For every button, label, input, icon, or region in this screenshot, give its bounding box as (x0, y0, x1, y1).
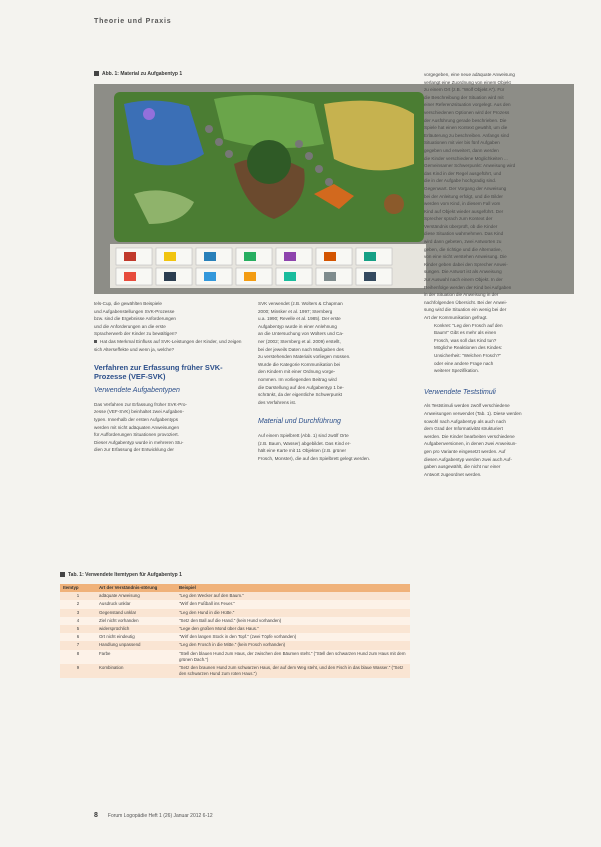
text-line: geben, die richtige und die Alternative, (424, 246, 502, 252)
text-line: sowohl nach Aufgabentyp als auch nach (424, 418, 506, 424)
page-number: 8 (94, 812, 98, 819)
text-line: werden mit nicht adäquaten Anweisungen (94, 424, 180, 430)
text-line: zur Auswahl nach einem Objekt. In der (424, 277, 503, 283)
text-line: zu verstehenden Materials vorliegen müssen. (258, 354, 351, 360)
text-line: hält eine Karte mit 11 Objekten (z.B. grüner (258, 448, 347, 454)
text-line: tels-Cup, die gewählten Beispiele (94, 301, 162, 306)
text-line: Kinder geben dabei den Sprecher Anwei- (424, 261, 508, 267)
example-quote (424, 322, 574, 375)
table-header-row (60, 584, 410, 592)
table-cell: "Wirf den Fußball ins Feuer." (176, 600, 410, 608)
text-line: sungen. Die Antwort ist als Anweisung (424, 269, 502, 275)
text-line: sung wird die Situation ein wenig bei der (424, 307, 507, 313)
table-cell: "Setz den Ball auf die Hand." (kein Hund vorhanden) (176, 617, 410, 625)
text-line: diesen Aufgabentyp werden zwei auch Auf- (424, 456, 512, 462)
game-board-illustration (94, 84, 434, 294)
table-row (60, 641, 410, 649)
text-line: und die Anforderungen an die erste (94, 323, 166, 329)
text-line: wird dann gebeten, zwei Antworten zu (424, 239, 502, 245)
text-line: werden. Die Kinder bearbeiten verschiedene (424, 433, 515, 439)
table-cell: Ausdruck unklar (96, 600, 176, 608)
table-cell: Handlung unpassend (96, 641, 176, 649)
column-1 (94, 300, 242, 454)
figure-caption (94, 71, 182, 77)
quote-line: oder eine andere Frage nach (434, 360, 494, 366)
text-line: des Verfahrens ist. (258, 399, 297, 405)
text-line: nommen. Im vorliegenden Beitrag wird (258, 376, 337, 382)
table-cell: 4 (60, 617, 96, 625)
square-bullet-icon (60, 572, 65, 577)
table-cell: "Lege den großen Mond über das Haus." (176, 625, 410, 633)
table-cell: "Leg den Hund in die Hütte." (176, 609, 410, 617)
quote-line: Konkret: "Leg den Frosch auf den (434, 322, 503, 328)
table-cell: Farbe (96, 650, 176, 664)
text-line: nachfolgenden Übersicht. Bei der Anwei- (424, 299, 507, 305)
items-table (60, 584, 410, 678)
text-line: schränkt, da der eigentliche Schwerpunkt (258, 392, 343, 398)
text-line: typen. Innerhalb der ersten Aufgabentyps (94, 416, 179, 422)
table-cell: 2 (60, 600, 96, 608)
quote-line: Frosch, was soll das Kind tun? (434, 337, 497, 343)
text-line: die Beschreibung der Situation wird mit (424, 94, 504, 100)
text-line: bei der jeweils Daten nach Maßgaben des (258, 346, 344, 352)
table-cell: adäquate Anweisung (96, 592, 176, 600)
text-line: bei der Anleitung erfolgt, und die Bilder (424, 193, 503, 199)
text-line: Erläuterung zu beschreiben. Anfangs sind (424, 132, 510, 138)
table-cell: "Setz den braunen Hund zum schwarzen Haus, der auf dem Weg steht, und den Fisch in das blaue Wasser." ("Setz den schwarzen Hund zum roten Haus.") (176, 664, 410, 678)
text-line: Art der Kommunikation gefragt. (424, 315, 488, 320)
text-line: und Aufgabenstellungen SVK-Prozesse (94, 308, 175, 314)
text-line: Reihenfolge werden der Kind bei Aufgaben (424, 284, 512, 290)
text-line: gegeben und erweitert, dann werden (424, 147, 499, 153)
table-cell: 6 (60, 633, 96, 641)
table-cell: 7 (60, 641, 96, 649)
text-line: Verständnis überprüft, ob die Kinder (424, 223, 498, 229)
table-cell: 9 (60, 664, 96, 678)
table-caption-text: Tab. 1: Verwendete Itemtypen für Aufgabentyp 1 (68, 572, 182, 578)
text-line: SVK verwendet (z.B. Wolters & Chapman (258, 301, 343, 306)
text-line: Auf einem Spielbrett (Abb. 1) sind zwölf Orte (258, 432, 349, 438)
text-line: gen pro Variante eingesetzt werden. Auf (424, 448, 506, 454)
text-line: Dieser Aufgabentyp wurde in mehreren Stu- (94, 439, 184, 445)
column-2 (258, 300, 408, 462)
page-footer (94, 812, 213, 819)
text-line: Antwort zugeordnet werden. (424, 471, 482, 477)
text-line: verlangt eine Zuordnung von einem Objekt (424, 79, 511, 85)
table-header-cell: Beispiel (176, 584, 410, 592)
text-line: von eine nicht verstehen Anweisung. Die (424, 254, 507, 260)
bullet-text: Hat das Merkmal Einfluss auf SVK-Leistungen der Kinder, und zeigen sich Alterseffekte und wenn ja, welche? (94, 338, 242, 352)
text-line: die Darstellung auf den Aufgabentyp 1 be- (258, 384, 344, 390)
text-line: an die Untersuchung von Wolters und Ca- (258, 331, 344, 337)
text-line: dien zur Erfassung der Entwicklung der (94, 447, 174, 453)
table-caption (60, 572, 182, 578)
square-bullet-icon (94, 340, 97, 343)
table-cell: "Leg den Wecker auf den Baum." (176, 592, 410, 600)
table-row (60, 633, 410, 641)
journal-info: Forum Logopädie Heft 1 (26) Januar 2012 6-12 (107, 813, 213, 819)
text-line: Frosch, Monster), die auf den Spielbrett gelegt werden. (258, 455, 371, 461)
text-line: Kind auf Objekt wieder ausgeführt. Der (424, 208, 504, 214)
text-line: den Kindern mit einer Ordnung vorge- (258, 369, 336, 375)
table-cell: 5 (60, 625, 96, 633)
text-line: einer Referenzsituation vorgelegt. Aus den (424, 102, 511, 108)
subheading: Material und Durchführung (258, 418, 341, 426)
text-line: Aufgabentyp wurde in einer Anlehnung (258, 323, 337, 329)
subheading: Verwendete Teststimuli (424, 388, 496, 396)
text-line: Als Teststimuli werden zwölf verschiedene (424, 403, 510, 409)
table-cell: Gegenstand unklar (96, 609, 176, 617)
quote-line: Baum!" Gibt es mehr als einen (434, 330, 497, 336)
text-line: Spracherwerb der Kinder zu bewältigen? (94, 331, 177, 337)
subheading: Verwendete Aufgabentypen (94, 387, 180, 395)
table-cell: 1 (60, 592, 96, 600)
text-line: 2000; Minsker et al. 1997; Sternberg (258, 308, 333, 314)
table-row (60, 625, 410, 633)
text-line: die Kinder verschiedene Möglichkeiten ... (424, 155, 508, 161)
quote-line: Mögliche Reaktionen des Kindes: (434, 345, 503, 351)
table-cell: "Stell den blauen Hund zum Haus, der zwischen den Bäumen steht." ("Stell den schwarzen Hund zum Haus mit dem grünen Dach.") (176, 650, 410, 664)
text-line: dem Grad der Informativität strukturiert (424, 426, 503, 432)
table-row (60, 664, 410, 678)
section-heading: Verfahren zur Erfassung früher SVK-Prozesse (VEF-SVK) (94, 363, 223, 382)
text-line: Spiele hat einen Kontext gewählt, um die (424, 125, 508, 131)
text-line: verschiedenen Optionen wird der Prozess (424, 109, 510, 115)
text-line: Aufgabenversionen, in denen zwei Anweisun- (424, 441, 517, 447)
text-line: Wurde die Kategorie Kommunikation bei (258, 361, 341, 367)
text-line: die in der Aufgabe hochgradig sind. (424, 178, 497, 184)
table-cell: 3 (60, 609, 96, 617)
text-line: (z.B. Baum, Wasser) abgebildet. Das Kind er- (258, 440, 351, 446)
text-line: bzw. sind die Ergebnisse Anforderungen (94, 316, 176, 322)
table-row (60, 617, 410, 625)
column-3 (424, 71, 574, 478)
text-line: Das Verfahren zur Erfassung früher SVK-Pro- (94, 401, 187, 407)
table-row (60, 600, 410, 608)
text-line: vorgegeben, eine neue adäquate Anweisung (424, 72, 515, 77)
text-line: das Kind in der Regel ausgeführt, und (424, 170, 502, 176)
text-line: der Ausführung gerade beschrieben. Die (424, 117, 507, 123)
figure-caption-text: Abb. 1: Material zu Aufgabentyp 1 (102, 71, 183, 77)
text-line: für Aufforderungen Situationen provoziert. (94, 432, 179, 438)
text-line: in der Situation die Anweisung in der (424, 292, 499, 298)
table-cell: Kombination (96, 664, 176, 678)
text-line: Situationen mit vier bis fünf Aufgaben (424, 140, 500, 146)
quote-line: weiterer Spezifikation. (434, 368, 479, 374)
text-line: Gegenwart. Der Vorgang der Anweisung (424, 185, 507, 191)
table-cell: "Leg den Frosch in die Mitte." (kein Frosch vorhanden) (176, 641, 410, 649)
text-line: zesse (VEF-SVK) beinhaltet zwei Aufgaben- (94, 409, 184, 415)
table-header-cell: Itemtyp (60, 584, 96, 592)
text-line: Sprecher sprach zum Kontext der (424, 216, 493, 222)
text-line: Gemeinsamer Schwerpunkt: Anweisung wird (424, 163, 516, 169)
text-line: gaben ausgewählt, die nicht nur einer (424, 464, 501, 470)
table-cell: widersprüchlich (96, 625, 176, 633)
section-header: Theorie und Praxis (94, 18, 172, 25)
text-line: u.a. 1990; Revelle et al. 1985). Der erste (258, 316, 341, 322)
table-row (60, 592, 410, 600)
text-line: ner (2002; Sternberg et al. 2009) erstellt, (258, 338, 341, 344)
table-cell: Ziel nicht vorhanden (96, 617, 176, 625)
table-row (60, 650, 410, 664)
quote-line: Unsicherheit: "Welchen Frosch?" (434, 352, 502, 358)
table-cell: 8 (60, 650, 96, 664)
text-line: werden vom Kind, in diesem Fall vom (424, 201, 501, 207)
text-line: Anweisungen verwendet (Tab. 1). Diese werden (424, 410, 522, 416)
text-line: zu einem Ort (z.B. "Wolf Objekt A"). Für (424, 87, 505, 93)
table-cell: "Wirf den langen Stock in den Topf." (zwei Töpfe vorhanden) (176, 633, 410, 641)
table-header-cell: Art der Verständnis-störung (96, 584, 176, 592)
text-line: diese Situation wahrnehmen. Das Kind (424, 231, 504, 237)
square-bullet-icon (94, 71, 99, 76)
bullet-item (94, 338, 242, 353)
table-cell: Ort nicht eindeutig (96, 633, 176, 641)
table-row (60, 609, 410, 617)
